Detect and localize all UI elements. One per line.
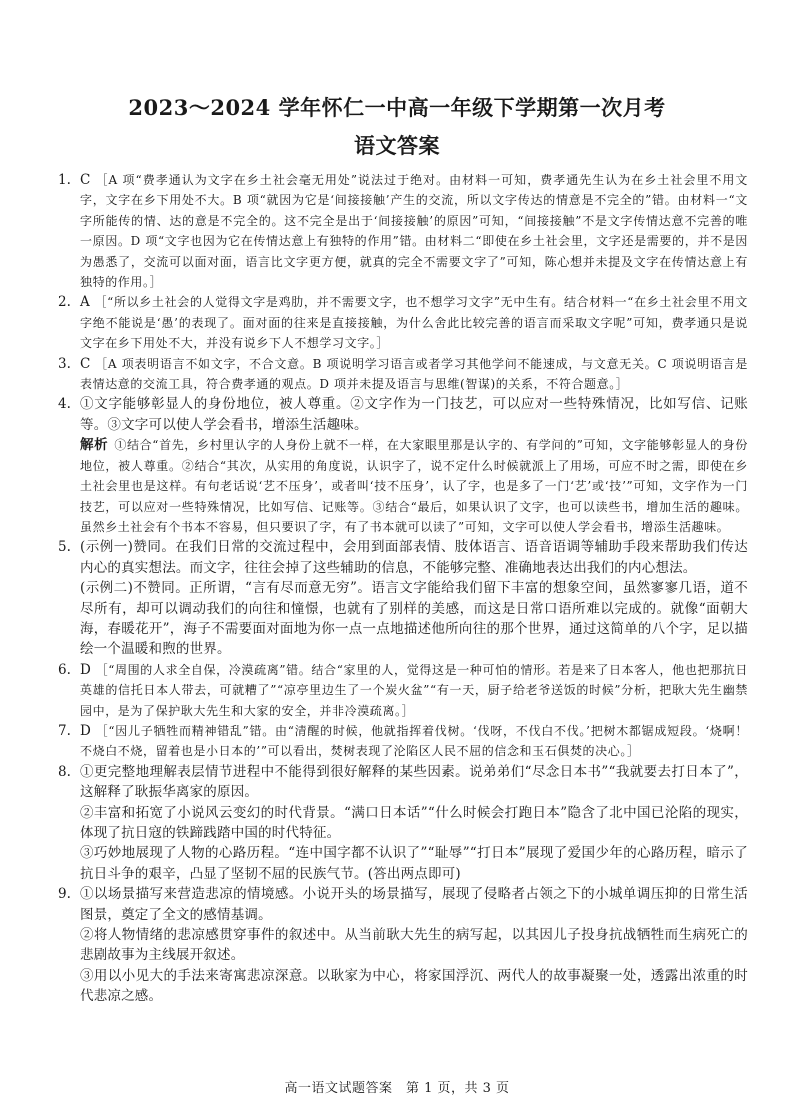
example-two: (示例二)不赞同。正所谓，“言有尽而意无穷”。语言文字能给我们留下丰富的想象空间，虽然寥寥几语，道不尽所有，却可以调动我们的向往和憧憬，也就有了别样的美感，而这是日常口语所难以完成的。就像“面朝大海，春暖花开”，海子不需要面对面地为你一点一点地描述他所向往的那个世界，通过这简单的八个字，足以描绘一个温暖和煦的世界。	[80, 580, 748, 658]
page-footer: 高一语文试题答案 第 1 页，共 3 页	[284, 1081, 510, 1096]
choice-answer: D	[80, 661, 92, 678]
item-explanation: ［A 项表明语言不如文字，不合文意。B 项说明学习语言或者学习其他学问不能速成，与文意无关。C 项说明语言是表情达意的交流工具，符合费孝通的观点。D 项并未提及语言与思维(智谋)的关系，不符合题意。］	[80, 356, 748, 392]
example-one: (示例一)赞同。在我们日常的交流过程中，会用到面部表情、肢体语言、语音语调等辅助手段来帮助我们传达内心的真实想法。而文字，往往会掉了这些辅助的信息，不能够完整、准确地表达出我们的内心想法。	[80, 539, 748, 576]
item-number: 9.	[58, 886, 71, 903]
item-number: 8.	[58, 763, 71, 780]
item-number: 7.	[58, 722, 71, 739]
answer-item-6	[58, 660, 748, 721]
answer-point-2: ②丰富和拓宽了小说风云变幻的时代背景。“满口日本话”“什么时候会打跑日本”隐含了北中国已沦陷的现实，体现了抗日寇的铁蹄践踏中国的时代特征。	[80, 804, 748, 841]
choice-answer: C	[80, 355, 91, 372]
item-number: 4.	[58, 396, 71, 413]
answer-item-4	[58, 394, 748, 537]
answer-item-1	[58, 170, 748, 292]
choice-answer: D	[80, 722, 92, 739]
answer-point-2: ②将人物情绪的悲凉感贯穿事件的叙述中。从当前耿大先生的病写起，以其因儿子投身抗战牺牲而生病死亡的悲剧故事为主线展开叙述。	[80, 927, 748, 964]
answer-item-8	[58, 762, 748, 884]
choice-answer: C	[80, 172, 91, 188]
item-explanation: ［“所以乡土社会的人觉得文字是鸡肋，并不需要文字，也不想学习文字”无中生有。结合材料一“在乡土社会里不用文字绝不能说是‘愚’的表现了。面对面的往来是直接接触，为什么舍此比较完善的语言而采取文字呢”可知，费孝通只是说文字在乡下用处不大，并没有说乡下人不想学习文字。］	[80, 295, 748, 351]
answer-item-2	[58, 292, 748, 353]
item-number: 3.	[58, 355, 71, 372]
item-number: 1.	[58, 172, 71, 188]
item-number: 2.	[58, 294, 71, 311]
analysis-label: 解析	[80, 437, 109, 454]
item-explanation: ［A 项“费孝通认为文字在乡土社会毫无用处”说法过于绝对。由材料一可知，费孝通先生认为在乡土社会里不用文字，文字在乡下用处不大。B 项“就因为它是‘间接接触’产生的交流，所以文字传达的情意是不完全的”错。由材料一“文字所能传的情、达的意是不完全的。这不完全是出于‘间接接触’的原因”可知，“间接接触”不是文字传情达意不完善的唯一原因。D 项“文字也因为它在传情达意上有独特的作用”错。由材料二“即使在乡土社会里，文字还是需要的，并不是因为愚悉了，交流可以面对面，语言比文字更方便，就真的完全不需要文字了”可知，陈心想并未提及文字在传情达意上有独特的作用。］	[80, 173, 748, 290]
analysis-text: ①结合“首先，乡村里认字的人身份上就不一样，在大家眼里那是认字的、有学问的”可知，文字能够彰显人的身份地位，被人尊重。②结合“其次，从实用的角度说，认识字了，说不定什么时候就派上了用场，可应不时之需，即使在乡土社会里也是这样。有句老话说‘艺不压身’，或者叫‘技不压身’，认了字，也是多了一门‘艺’或‘技’”可知，文字作为一门技艺，可以应对一些特殊情况，比如写信、记账等。③结合“最后，如果认识了文字，也可以读些书，增加生活的趣味。虽然乡土社会有个书本不容易，但只要识了字，有了书本就可以读了”可知，文字可以使人学会看书，增添生活趣味。	[80, 438, 748, 534]
answer-point-3: ③用以小见大的手法来寄寓悲凉深意。以耿家为中心，将家国浮沉、两代人的故事凝聚一处，透露出浓重的时代悲凉之感。	[80, 967, 748, 1005]
answer-point-1: ①更完整地理解表层情节进程中不能得到很好解释的某些因素。说弟弟们“尽念日本书”“我就要去打日本了”，这解释了耿振华离家的原因。	[80, 763, 748, 801]
choice-answer: A	[80, 294, 90, 311]
answer-point-3: ③巧妙地展现了人物的心路历程。“连中国字都不认识了”“耻辱”“打日本”展现了爱国少年的心路历程，暗示了抗日斗争的艰辛，凸显了坚韧不屈的民族气节。(答出两点即可)	[80, 845, 748, 882]
item-explanation: ［“因儿子牺牲而精神错乱”错。由“清醒的时候，他就指挥着伐树。‘伐呀，不伐白不伐。’把树木都锯成短段。‘烧啊！不烧白不烧，留着也是小日本的’”可以看出，焚树表现了沦陷区人民不屈的信念和玉石俱焚的决心。］	[80, 723, 748, 759]
answer-item-3	[58, 354, 748, 395]
subject-title: 语文答案	[354, 133, 440, 158]
item-answer-text: ①文字能够彰显人的身份地位，被人尊重。②文字作为一门技艺，可以应对一些特殊情况，比如写信、记账等。③文字可以使人学会看书，增添生活趣味。	[80, 396, 748, 433]
answer-item-7	[58, 721, 748, 762]
exam-title: 2023～2024 学年怀仁一中高一年级下学期第一次月考	[128, 95, 666, 120]
item-number: 6.	[58, 661, 71, 678]
answer-item-5	[58, 537, 748, 659]
answer-list	[58, 170, 748, 1007]
item-explanation: ［“周围的人求全自保，冷漠疏离”错。结合“家里的人，觉得这是一种可怕的情形。若是来了日本客人，他也把那抗日英雄的信托日本人带去，可就糟了”“凉亭里边生了一个炭火盆”“有一天，厨子给老爷送饭的时候”分析，把耿大先生幽禁园中，是为了保护耿大先生和大家的安全，并非冷漠疏离。］	[80, 662, 748, 718]
item-number: 5.	[58, 539, 71, 556]
answer-item-9	[58, 884, 748, 1006]
answer-point-1: ①以场景描写来营造悲凉的情境感。小说开头的场景描写，展现了侵略者占领之下的小城单调压抑的日常生活图景，奠定了全文的感情基调。	[80, 886, 748, 923]
